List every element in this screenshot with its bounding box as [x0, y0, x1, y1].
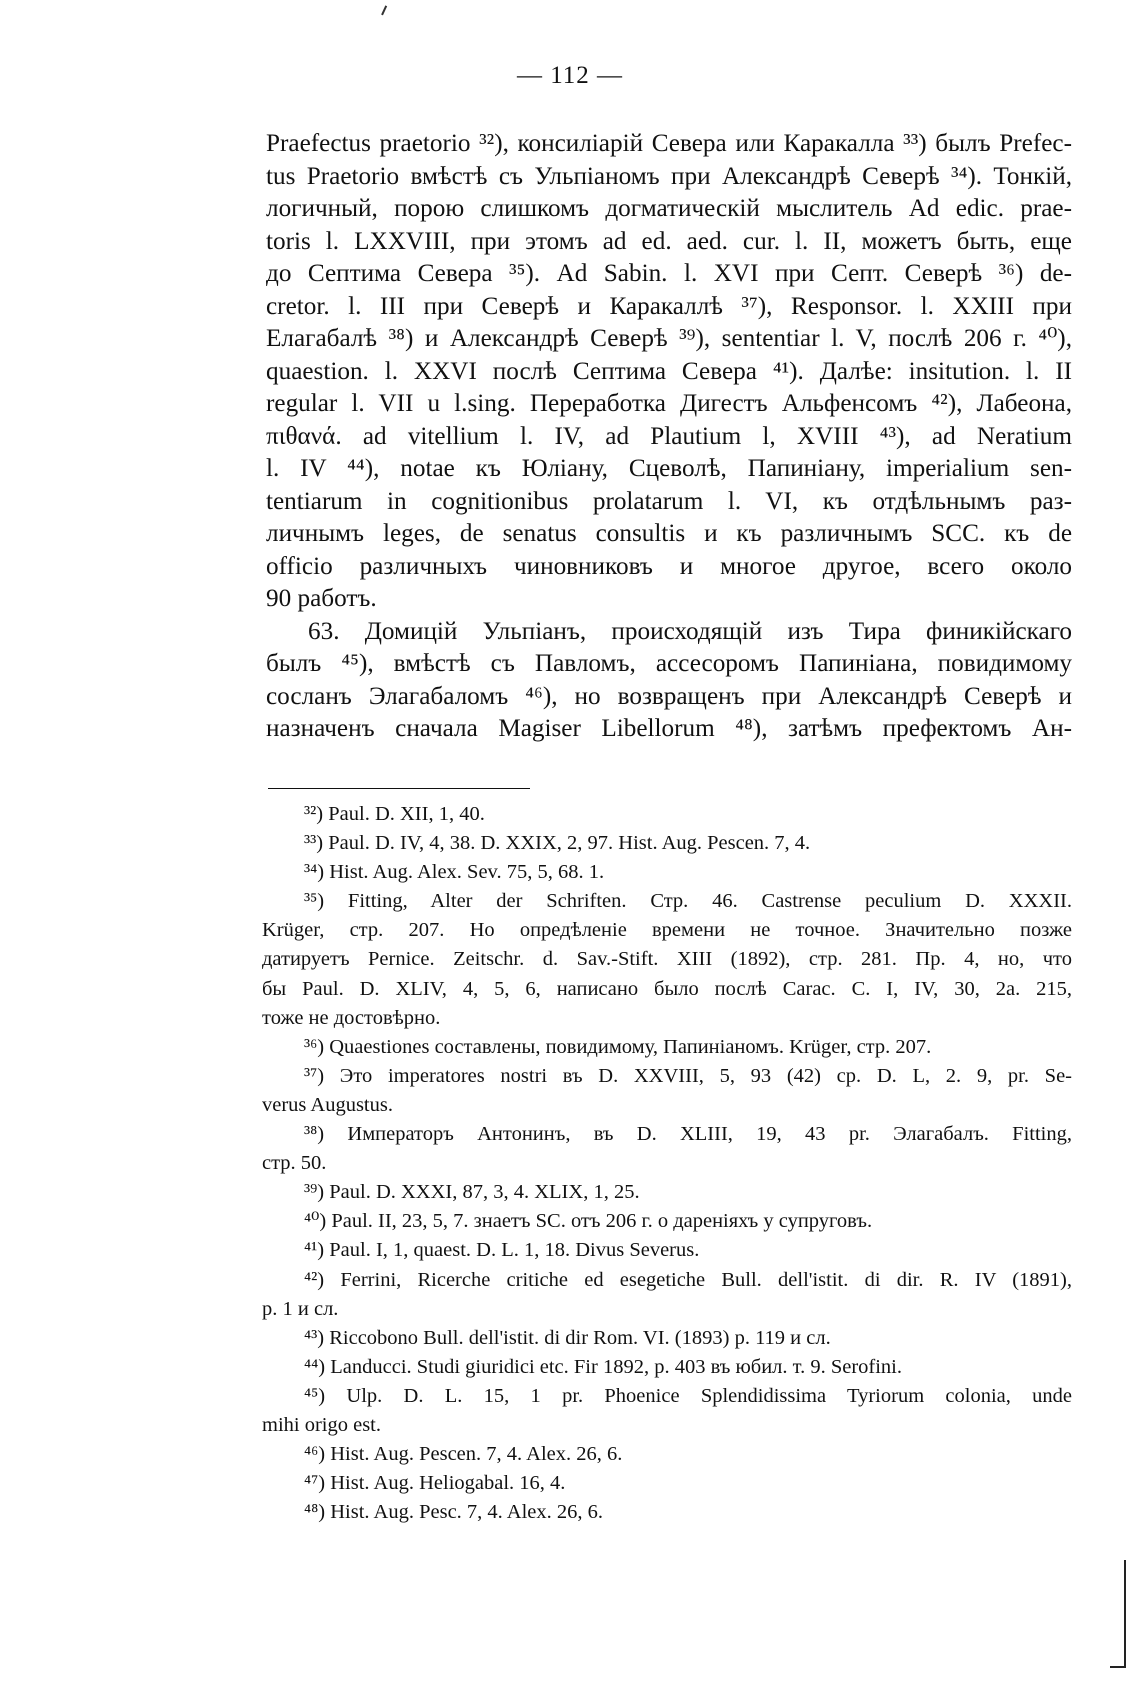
text-line: toris l. LXXVIII, при этомъ ad ed. aed. cur. l. II, можетъ быть, еще [266, 227, 1072, 255]
page-edge-foot [1110, 1666, 1126, 1668]
text-line: Елагабалѣ ³⁸) и Александрѣ Северѣ ³⁹), sententiar l. V, послѣ 206 г. ⁴⁰), [266, 325, 1072, 352]
footnote-line: ⁴⁶) Hist. Aug. Pescen. 7, 4. Alex. 26, 6. [304, 1443, 623, 1466]
footnote-line: тоже не достовѣрно. [262, 1006, 441, 1029]
footnote-line: ⁴⁴) Landucci. Studi giuridici etc. Fir 1892, p. 403 въ юбил. т. 9. Serofini. [304, 1355, 903, 1378]
footnote-line: датируетъ Pernice. Zeitschr. d. Sav.-Stift. XIII (1892), стр. 281. Пр. 4, но, что [262, 948, 1072, 971]
footnote-line: Krüger, стр. 207. Но опредѣленіе времени не точное. Значительно позже [262, 919, 1072, 942]
footnote-line: ³³) Paul. D. IV, 4, 38. D. XXIX, 2, 97. Hist. Aug. Pescen. 7, 4. [304, 832, 811, 855]
page-edge-line [1124, 1560, 1126, 1668]
footnote-line: ³²) Paul. D. XII, 1, 40. [304, 803, 485, 825]
footnote-line: ³⁴) Hist. Aug. Alex. Sev. 75, 5, 68. 1. [304, 861, 605, 884]
footnote-line: ⁴⁵) Ulp. D. L. 15, 1 pr. Phoenice Splendidissima Tyriorum colonia, unde [304, 1384, 1072, 1407]
text-line: cretor. l. III при Северѣ и Каракаллѣ ³⁷), Responsor. l. XXIII при [266, 292, 1072, 320]
text-line: логичный, порою слишкомъ догматическій мыслитель Ad edic. prae- [266, 195, 1072, 222]
main-text [266, 128, 1072, 746]
footnote-line: verus Augustus. [262, 1093, 393, 1116]
footnote-line: ³⁸) Императоръ Антонинъ, въ D. XLIII, 19, 43 pr. Элагабалъ. Fitting, [304, 1123, 1072, 1146]
footnote-line: стр. 50. [262, 1152, 327, 1175]
text-line: личнымъ leges, de senatus consultis и къ различнымъ SCC. къ de [266, 520, 1072, 547]
text-line: назначенъ сначала Magiser Libellorum ⁴⁸), затѣмъ префектомъ Ан- [266, 715, 1072, 742]
text-line: regular l. VII u l.sing. Переработка Дигестъ Альфенсомъ ⁴²), Лабеона, [266, 390, 1072, 417]
page-number: — 112 — [516, 62, 624, 89]
text-line: quaestion. l. XXVI послѣ Септима Севера ⁴¹). Далѣе: insitution. l. II [266, 357, 1072, 385]
text-line: Praefectus praetorio ³²), консиліарій Севера или Каракалла ³³) былъ Prefec- [266, 130, 1072, 157]
text-line: 90 работъ. [266, 585, 377, 612]
footnote-line: ⁴⁸) Hist. Aug. Pesc. 7, 4. Alex. 26, 6. [304, 1501, 604, 1524]
text-line: officio различныхъ чиновниковъ и многое другое, всего около [266, 552, 1072, 580]
text-line: 63. Домицій Ульпіанъ, происходящій изъ Тира финикійскаго [308, 617, 1072, 645]
text-line: tentiarum in cognitionibus prolatarum l. VI, къ отдѣльнымъ раз- [266, 487, 1072, 515]
text-line: tus Praetorio вмѣстѣ съ Ульпіаномъ при Александрѣ Северѣ ³⁴). Тонкій, [266, 162, 1072, 190]
footnote-line: mihi origo est. [262, 1413, 382, 1436]
ink-mark [381, 5, 390, 16]
footnote-line: p. 1 и сл. [262, 1297, 339, 1320]
footnote-line: ⁴¹) Paul. I, 1, quaest. D. L. 1, 18. Divus Severus. [304, 1239, 700, 1262]
footnote-divider [268, 788, 530, 789]
footnote-line: ³⁷) Это imperatores nostri въ D. XXVIII, 5, 93 (42) ср. D. L, 2. 9, pr. Se- [304, 1064, 1072, 1087]
text-line: сосланъ Элагабаломъ ⁴⁶), но возвращенъ при Александрѣ Северѣ и [266, 682, 1072, 710]
text-line: до Септима Севера ³⁵). Ad Sabin. l. XVI при Септ. Северѣ ³⁶) de- [266, 260, 1072, 287]
footnote-line: ⁴³) Riccobono Bull. dell'istit. di dir Rom. VI. (1893) p. 119 и сл. [304, 1326, 831, 1349]
footnotes [262, 800, 1072, 1527]
footnote-line: ³⁶) Quaestiones составлены, повидимому, Папиніаномъ. Krüger, стр. 207. [304, 1035, 932, 1058]
text-line: πιθανά. ad vitellium l. IV, ad Plautium l, XVIII ⁴³), ad Neratium [266, 422, 1072, 450]
footnote-line: ⁴⁷) Hist. Aug. Heliogabal. 16, 4. [304, 1472, 566, 1495]
text-line: l. IV ⁴⁴), notae къ Юліану, Сцеволѣ, Папиніану, imperialium sen- [266, 455, 1072, 482]
footnote-line: ³⁹) Paul. D. XXXI, 87, 3, 4. XLIX, 1, 25. [304, 1181, 640, 1204]
footnote-line: бы Paul. D. XLIV, 4, 5, 6, написано было послѣ Carac. C. I, IV, 30, 2а. 215, [262, 977, 1072, 1000]
text-line: былъ ⁴⁵), вмѣстѣ съ Павломъ, ассесоромъ Папиніана, повидимому [266, 650, 1072, 677]
footnote-line: ⁴²) Ferrini, Ricerche critiche ed esegetiche Bull. dell'istit. di dir. R. IV (1891), [304, 1268, 1072, 1291]
footnote-line: ⁴⁰) Paul. II, 23, 5, 7. знаетъ SC. отъ 206 г. о дареніяхъ у супруговъ. [304, 1210, 873, 1233]
footnote-line: ³⁵) Fitting, Alter der Schriften. Стр. 46. Castrense peculium D. XXXII. [304, 890, 1072, 913]
